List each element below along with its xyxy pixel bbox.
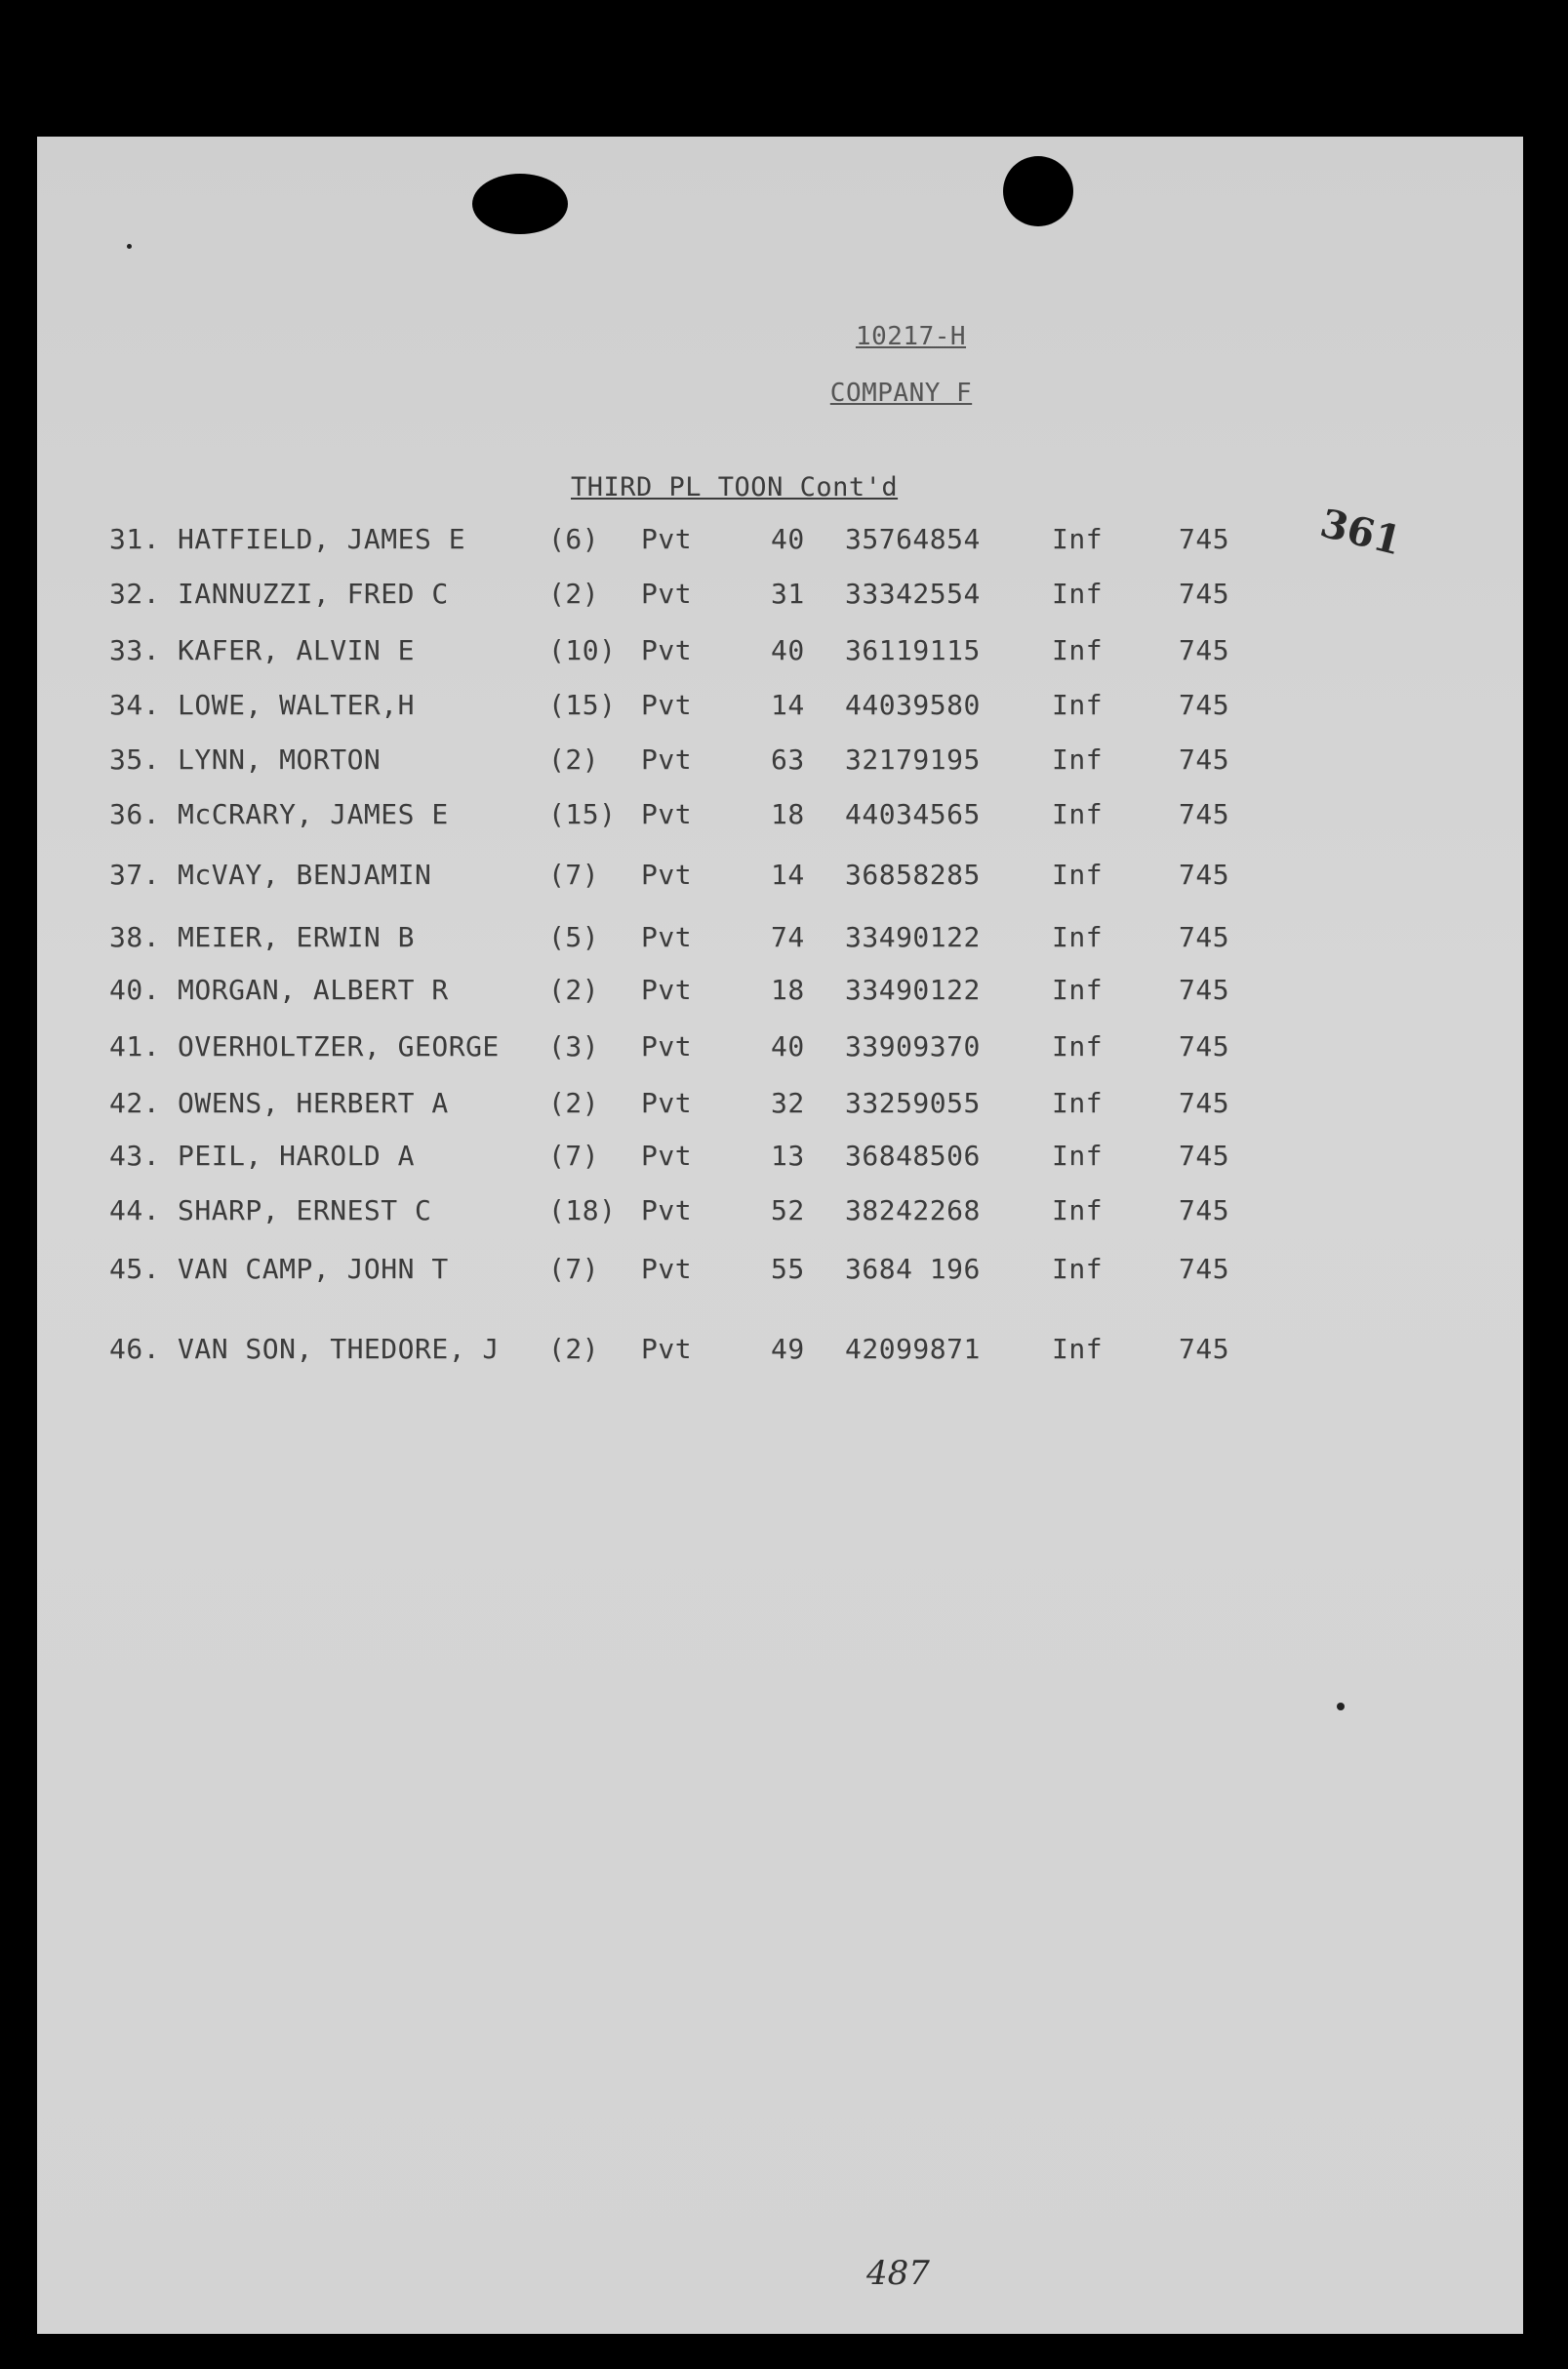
roster-serial: 36119115 <box>845 634 981 666</box>
roster-age: 13 <box>771 1140 805 1172</box>
roster-age: 40 <box>771 634 805 666</box>
roster-name: McCRARY, JAMES E <box>178 798 449 830</box>
roster-rank: Pvt <box>641 1030 693 1063</box>
roster-arm: Inf <box>1052 689 1104 721</box>
roster-code: (7) <box>548 1253 600 1285</box>
roster-rank: Pvt <box>641 689 693 721</box>
roster-serial: 33490122 <box>845 974 981 1006</box>
ink-speck <box>1337 1703 1345 1710</box>
roster-num: 42. <box>109 1087 161 1119</box>
roster-num: 31. <box>109 523 161 555</box>
roster-unit: 745 <box>1179 743 1230 776</box>
roster-age: 40 <box>771 1030 805 1063</box>
roster-unit: 745 <box>1179 578 1230 610</box>
roster-name: VAN CAMP, JOHN T <box>178 1253 449 1285</box>
roster-code: (7) <box>548 859 600 891</box>
roster-code: (15) <box>548 798 617 830</box>
roster-num: 36. <box>109 798 161 830</box>
roster-code: (10) <box>548 634 617 666</box>
roster-age: 52 <box>771 1194 805 1226</box>
roster-serial: 36848506 <box>845 1140 981 1172</box>
roster-rank: Pvt <box>641 798 693 830</box>
roster-num: 32. <box>109 578 161 610</box>
roster-rank: Pvt <box>641 921 693 953</box>
roster-name: McVAY, BENJAMIN <box>178 859 432 891</box>
roster-arm: Inf <box>1052 1253 1104 1285</box>
roster-code: (18) <box>548 1194 617 1226</box>
roster-name: KAFER, ALVIN E <box>178 634 416 666</box>
roster-unit: 745 <box>1179 974 1230 1006</box>
section-title: THIRD PL TOON Cont'd <box>571 472 899 502</box>
roster-arm: Inf <box>1052 921 1104 953</box>
roster-name: IANNUZZI, FRED C <box>178 578 449 610</box>
roster-unit: 745 <box>1179 1253 1230 1285</box>
roster-name: LOWE, WALTER,H <box>178 689 416 721</box>
roster-num: 37. <box>109 859 161 891</box>
roster-age: 63 <box>771 743 805 776</box>
roster-rank: Pvt <box>641 523 693 555</box>
roster-num: 38. <box>109 921 161 953</box>
roster-age: 31 <box>771 578 805 610</box>
roster-serial: 33490122 <box>845 921 981 953</box>
roster-rank: Pvt <box>641 1253 693 1285</box>
roster-age: 18 <box>771 798 805 830</box>
roster-rank: Pvt <box>641 1140 693 1172</box>
roster-rank: Pvt <box>641 634 693 666</box>
roster-age: 14 <box>771 859 805 891</box>
roster-name: VAN SON, THEDORE, J <box>178 1333 500 1365</box>
roster-arm: Inf <box>1052 634 1104 666</box>
roster-code: (5) <box>548 921 600 953</box>
page-number: 487 <box>866 2254 930 2293</box>
roster-unit: 745 <box>1179 689 1230 721</box>
roster-name: OWENS, HERBERT A <box>178 1087 449 1119</box>
roster-code: (3) <box>548 1030 600 1063</box>
roster-serial: 42099871 <box>845 1333 981 1365</box>
roster-arm: Inf <box>1052 859 1104 891</box>
roster-arm: Inf <box>1052 523 1104 555</box>
company-title: COMPANY F <box>829 379 973 408</box>
roster-num: 43. <box>109 1140 161 1172</box>
roster-name: MEIER, ERWIN B <box>178 921 416 953</box>
roster-serial: 32179195 <box>845 743 981 776</box>
roster-rank: Pvt <box>641 1333 693 1365</box>
roster-arm: Inf <box>1052 1030 1104 1063</box>
roster-age: 18 <box>771 974 805 1006</box>
roster-unit: 745 <box>1179 1030 1230 1063</box>
roster-code: (2) <box>548 1087 600 1119</box>
roster-arm: Inf <box>1052 1140 1104 1172</box>
document-page <box>37 137 1523 2334</box>
roster-age: 14 <box>771 689 805 721</box>
roster-num: 33. <box>109 634 161 666</box>
roster-unit: 745 <box>1179 1140 1230 1172</box>
roster-rank: Pvt <box>641 578 693 610</box>
roster-arm: Inf <box>1052 1087 1104 1119</box>
roster-num: 41. <box>109 1030 161 1063</box>
roster-unit: 745 <box>1179 523 1230 555</box>
roster-code: (2) <box>548 743 600 776</box>
roster-num: 44. <box>109 1194 161 1226</box>
roster-serial: 33909370 <box>845 1030 981 1063</box>
roster-name: LYNN, MORTON <box>178 743 382 776</box>
roster-rank: Pvt <box>641 1087 693 1119</box>
roster-arm: Inf <box>1052 1194 1104 1226</box>
roster-rank: Pvt <box>641 743 693 776</box>
roster-name: SHARP, ERNEST C <box>178 1194 432 1226</box>
roster-num: 45. <box>109 1253 161 1285</box>
punch-hole-left <box>472 174 568 234</box>
roster-code: (15) <box>548 689 617 721</box>
roster-serial: 3684 196 <box>845 1253 981 1285</box>
roster-code: (2) <box>548 974 600 1006</box>
stamp-number: 361 <box>1315 500 1406 565</box>
punch-hole-right <box>1003 156 1073 226</box>
roster-age: 32 <box>771 1087 805 1119</box>
roster-age: 49 <box>771 1333 805 1365</box>
roster-num: 46. <box>109 1333 161 1365</box>
roster-arm: Inf <box>1052 743 1104 776</box>
roster-rank: Pvt <box>641 974 693 1006</box>
roster-code: (6) <box>548 523 600 555</box>
roster-serial: 33342554 <box>845 578 981 610</box>
roster-serial: 38242268 <box>845 1194 981 1226</box>
roster-num: 34. <box>109 689 161 721</box>
roster-arm: Inf <box>1052 1333 1104 1365</box>
roster-arm: Inf <box>1052 974 1104 1006</box>
roster-serial: 35764854 <box>845 523 981 555</box>
roster-code: (2) <box>548 1333 600 1365</box>
roster-num: 35. <box>109 743 161 776</box>
roster-age: 74 <box>771 921 805 953</box>
roster-unit: 745 <box>1179 798 1230 830</box>
roster-serial: 33259055 <box>845 1087 981 1119</box>
roster-age: 55 <box>771 1253 805 1285</box>
roster-unit: 745 <box>1179 921 1230 953</box>
roster-unit: 745 <box>1179 859 1230 891</box>
roster-serial: 44034565 <box>845 798 981 830</box>
roster-name: HATFIELD, JAMES E <box>178 523 466 555</box>
roster-arm: Inf <box>1052 578 1104 610</box>
roster-unit: 745 <box>1179 1333 1230 1365</box>
roster-num: 40. <box>109 974 161 1006</box>
ink-speck <box>127 244 132 249</box>
roster-age: 40 <box>771 523 805 555</box>
roster-code: (2) <box>548 578 600 610</box>
roster-unit: 745 <box>1179 1087 1230 1119</box>
roster-name: PEIL, HAROLD A <box>178 1140 416 1172</box>
roster-rank: Pvt <box>641 1194 693 1226</box>
roster-name: OVERHOLTZER, GEORGE <box>178 1030 500 1063</box>
roster-code: (7) <box>548 1140 600 1172</box>
roster-unit: 745 <box>1179 1194 1230 1226</box>
document-code: 10217-H <box>855 322 967 351</box>
roster-arm: Inf <box>1052 798 1104 830</box>
roster-serial: 36858285 <box>845 859 981 891</box>
roster-rank: Pvt <box>641 859 693 891</box>
roster-name: MORGAN, ALBERT R <box>178 974 449 1006</box>
roster-serial: 44039580 <box>845 689 981 721</box>
roster-unit: 745 <box>1179 634 1230 666</box>
